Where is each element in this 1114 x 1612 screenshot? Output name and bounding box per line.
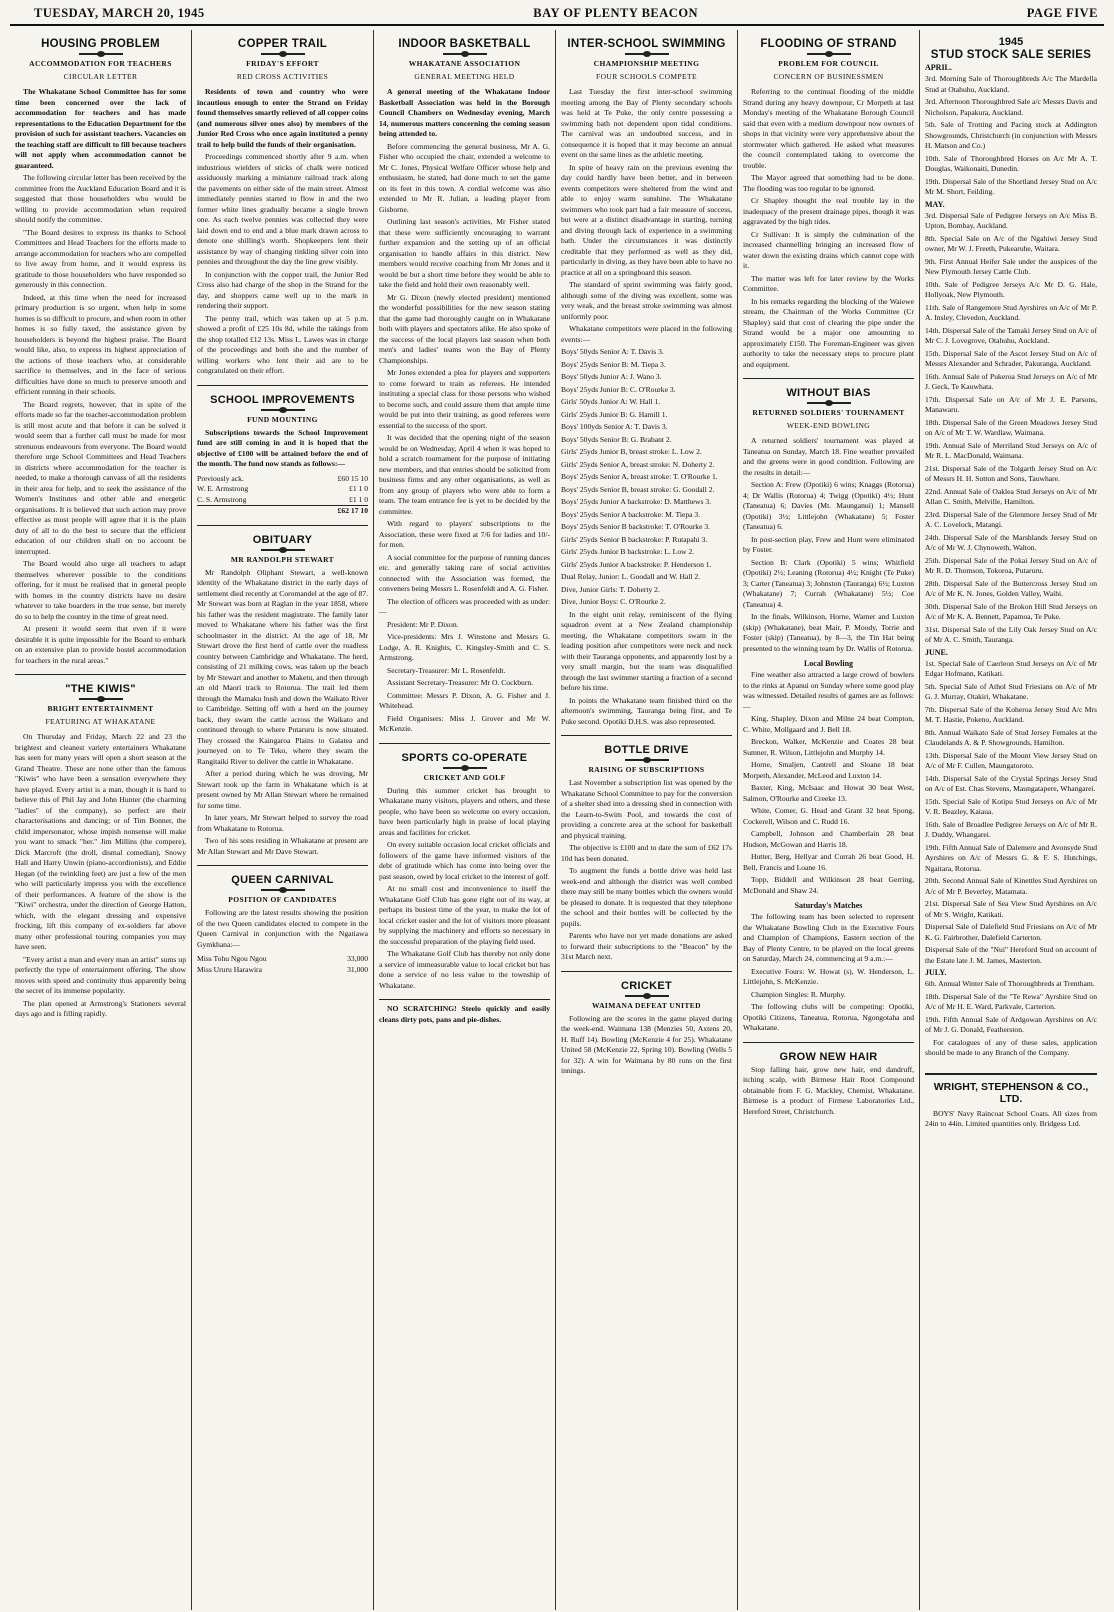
- article-subhead: RETURNED SOLDIERS' TOURNAMENT: [752, 408, 905, 417]
- list-item: 21st. Dispersal Sale of Sea View Stud Ayrshires on A/c of Mr S. Wright, Katikati.: [925, 899, 1097, 919]
- ornament-rule: [261, 409, 305, 411]
- article-lede: The Whakatane School Committee has for some time been concerned over the lack of accommodation for teachers and has made representations to the Education Department for the provision of such for assistant teachers. Vacancies on the teaching staff are difficult to fill because teachers will not apply when accommodation cannot be guaranteed.: [15, 87, 186, 170]
- advertiser-name: WRIGHT, STEPHENSON & CO., LTD.: [933, 1080, 1089, 1105]
- list-item: 17th. Dispersal Sale on A/c of Mr J. E. Parsons, Manawaru.: [925, 394, 1097, 414]
- paragraph: Whakatane competitors were placed in the following events:—: [561, 324, 732, 344]
- queen-table: [197, 954, 368, 975]
- article-subhead: CHAMPIONSHIP MEETING: [593, 59, 700, 68]
- article-subhead: MR RANDOLPH STEWART: [230, 554, 335, 564]
- paragraph: "The Board desires to express its thanks to School Committees and Head Teachers for the efforts made to arrange accommodation for teachers who are compelled to live away from home, and it would express its gratitude to those householders who have responded so generously in this connection.: [15, 227, 186, 289]
- list-item: 9th. First Annual Heifer Sale under the auspices of the New Plymouth Jersey Cattle Club.: [925, 256, 1097, 276]
- list-item: 28th. Dispersal Sale of the Buttercross Jersey Stud on A/c of Mr K. N. Jones, Golden Valley, Waihi.: [925, 578, 1097, 598]
- month-heading: MAY.: [925, 199, 945, 209]
- article-headline: INDOOR BASKETBALL: [398, 38, 531, 50]
- paragraph: Assistant Secretary-Treasurer: Mr O. Cockburn.: [387, 678, 534, 687]
- queen-row: [197, 965, 368, 976]
- paragraph: Vice-presidents: Mrs J. Winstone and Messrs G. Lodge, A. R. Knights, C. Kingsley-Smith and C. S. Armstrong.: [379, 632, 550, 662]
- section-subheading: Saturday's Matches: [794, 901, 863, 910]
- paragraph: Indeed, at this time when the need for increased primary production is so urgent, when help in some homes is so difficult to procure, and when room in other homes is so fully taxed, the assistance given by householders is beyond the highest praise. The Board would like, also, to express its highest appreciation of the actions of those teachers who, at considerable sacrifice to themselves, and in the face of serious difficulties have done so much to preserve smooth and efficient running in their schools.: [15, 292, 186, 396]
- fund-donor: W. E. Armstrong: [197, 484, 249, 493]
- list-item: 8th. Annual Waikato Sale of Stud Jersey Females at the Claudelands A. & P. Showgrounds, Hamilton.: [925, 727, 1097, 747]
- list-item: Boys' 25yds Senior B, breast stroke: G. Goodall 2.: [561, 484, 715, 494]
- list-item: 11th. Sale of Rangemore Stud Ayrshires on A/c of Mr P. A. Insley, Clevedon, Auckland.: [925, 302, 1097, 322]
- ornament-rule: [625, 53, 669, 55]
- paragraph: The penny trail, which was taken up at 5 p.m. showed a profit of £25 10s 8d, while the takings from the shop totalled £12 13s. Miss L. Lawes was in charge of the proceedings and both she and the number of willing workers who lent their aid are to be congratulated on their effort.: [197, 313, 368, 375]
- masthead-page: PAGE FIVE: [1026, 6, 1098, 20]
- candidate-votes: 33,000: [347, 954, 368, 963]
- article-headline: OBITUARY: [252, 533, 313, 546]
- paragraph: Outlining last season's activities, Mr Fisher stated that these were sufficiently encouraging to warrant further expansion and the setting up of an official organisation to handle affairs in this district. New members would receive coaching from Mr Jones and it would be but a short time before they would be able to take the field and hold their own reasonably well.: [379, 217, 550, 289]
- list-item: 16th. Annual Sale of Pukeroa Stud Jerseys on A/c of Mr J. Geck, Te Kauwhata.: [925, 371, 1097, 391]
- article-subhead: WHAKATANE ASSOCIATION: [408, 59, 521, 68]
- article-headline: GROW NEW HAIR: [779, 1050, 878, 1063]
- section-divider: [197, 525, 368, 526]
- article-lede: Residents of town and country who were incautious enough to enter the Strand on Friday found themselves smartly relieved of all copper coins (and numerous silver ones also) by members of the Junior Red Cross who once again instituted a penny trail to help build the funds of their organisation.: [197, 87, 368, 149]
- ornament-rule: [261, 549, 305, 551]
- ornament-rule: [261, 889, 305, 891]
- fund-total: £62 17 10: [197, 505, 368, 517]
- list-item: Boys' 50yds Senior A: T. Davis 3.: [561, 347, 664, 356]
- paragraph: Baxter, King, McIsaac and Howat 30 beat West, Salmon, O'Rourke and Creeke 13.: [743, 783, 914, 803]
- paragraph: Section A: Frew (Opotiki) 6 wins; Knaggs (Rotorua) 4; Dr Wallis (Rotorua) 4; Twigg (Opotiki) 4½; Hunt (Taneatua) 6; Davies (Mt. Maunganui) 1; Mansell (Opotiki) 3½; Littlejohn (Whakatane) 5; Foster (Taneatua) 6.: [743, 480, 914, 531]
- paragraph: Mr Randolph Oliphant Stewart, a well-known identity of the Whakatane district in the early days of settlement died recently at Coromandel at the age of 87. Mr Stewart was born at Raglan in the year 1858, where his father was the resident magistrate. The family later moved to Whakatane where his father was the first schoolmaster in the district. At the age of 18, Mr Stewart drove the first herd of cattle over the roadless country between Cambridge and Whakatane. The herd, consisting of 21 milking cows, was taken up the beach by Mr Stewart and another to Maketu, and then through an old Maori track to Rotorua. The trail led them through the Mamaku bush and down the Waikato River to Cambridge. Setting off with a herd on the journey back, they swam the cattle across the Waikato and continued through to where Putaruru is now situated. They crossed the Kaingaroa Plains to Galatea and journeyed on to Te Teko, where they swam the Rangitaiki River to deliver the cattle in Whakatane.: [197, 567, 368, 766]
- paragraph: In post-section play, Frew and Hunt were eliminated by Foster.: [743, 534, 914, 554]
- section-divider: [379, 999, 550, 1000]
- paragraph: Breckon, Walker, McKenzie and Coates 28 beat Sumner, R. Wilson, Littlejohn and Murphy 14.: [743, 737, 914, 757]
- list-item: 16th. Sale of Broadlee Pedigree Jerseys on A/c of Mr R. J. Duddy, Whangarei.: [925, 819, 1097, 839]
- list-item: Boys' 25yds Junior A backstroke: D. Matthews 3.: [561, 497, 712, 506]
- paragraph: It was decided that the opening night of the season would be on Wednesday, April 4 when it was hoped to hold a scratch tournament for the purpose of initiating new members, and that entries should be solicited from business firms and any other organisations, as well as from any group of players who were able to form a team. The team entrance fee is yet to be decided by the committee.: [379, 433, 550, 516]
- paragraph: Last November a subscription list was opened by the Whakatane School Committee to pay for the conversion of a shelter shed into a dressing shed in connection with the Learn-to-Swim Pool, and towards the cost of providing a concrete area at the school for basketball and physical training.: [561, 778, 732, 840]
- paragraph: The Whakatane Golf Club has thereby not only done a service of immeasurable value to local cricket but has done a service of no less value to the township of Whakatane.: [379, 949, 550, 990]
- article-subhead: GENERAL MEETING HELD: [414, 72, 515, 81]
- paragraph: A social committee for the purpose of running dances etc. and generally taking care of social activities connected with the Association was formed, the conveners being Messrs L. Rosenfeldt and A. G. Fisher.: [379, 552, 550, 593]
- list-item: 19th. Annual Sale of Merriland Stud Jerseys on A/c of Mr R. L. MacDonald, Waimana.: [925, 440, 1097, 460]
- sale-list-april: [925, 74, 1097, 198]
- paragraph: On every suitable occasion local cricket officials and followers of the game have informed visitors of the debt of gratitude which has come into being over the past season, owed by local cricket to the interest of golf.: [379, 840, 550, 881]
- paragraph: Proceedings commenced shortly after 9 a.m. when industrious wielders of sticks of chalk were noticed assiduously marking a miniature railroad track along the pavements on either side of the main street. Almost immediately pennies started to flow in and the two former white lines gradually became a single brown one. As each twelve pennies was collected they were laid down end to end and a blue mark drawn across to denote one shilling's worth. Shopkeepers lent their assistance by way of changing tinkling silver coin into pennies and throughout the day the line grew visibly.: [197, 152, 368, 266]
- paragraph: Secretary-Treasurer: Mr L. Rosenfeldt.: [387, 665, 506, 675]
- list-item: Girls' 25yds Junior A backstroke: P. Henderson 1.: [561, 559, 712, 569]
- article-lede: A general meeting of the Whakatane Indoor Basketball Association was held in the Borough Council Chambers on Wednesday evening, March 14, numerous matters concerning the coming season being attended to.: [379, 87, 550, 138]
- column-4: [556, 30, 738, 1610]
- paragraph: Last Tuesday the first inter-school swimming meeting among the Bay of Plenty secondary schools was held at Te Puke, the only centre possessing a swimming bath not dependent upon tidal conditions. The carnival was an undoubted success, and in consequence it is hoped that it may become an annual event on the same lines as the athletic meeting.: [561, 87, 732, 159]
- advertisement-box: [925, 1073, 1097, 1105]
- paragraph: Referring to the continual flooding of the middle Strand during any heavy downpour, Cr Morpeth at last Monday's meeting of the Whakatane Borough Council said that even with a medium downpour now owners of shops in that vicinity were very apprehensive about the stormwater which gathered. He asked what measures the council contemplated taking to overcome the trouble.: [743, 87, 914, 170]
- article-headline: INTER-SCHOOL SWIMMING: [567, 38, 726, 50]
- paragraph: For catalogues of any of these sales, application should be made to any Branch of the Company.: [925, 1037, 1097, 1057]
- fund-donor: C. S. Armstrong: [197, 494, 247, 504]
- paragraph: In points the Whakatane team finished third on the afternoon's swimming, Tauranga being first, and Te Puke second. Opotiki D.H.S. was also represented.: [561, 695, 732, 726]
- column-6: [920, 30, 1102, 1610]
- article-subhead: CONCERN OF BUSINESSMEN: [773, 72, 884, 81]
- paragraph: Cr Shapley thought the real trouble lay in the inadequacy of the present drainage pipes, though it was aggravated by the high tides.: [743, 196, 914, 226]
- list-item: 13th. Dispersal Sale of the Mount View Jersey Stud on A/c of Mr F. Cullen, Maungatoroto.: [925, 750, 1097, 770]
- article-subhead: FEATURING AT WHAKATANE: [45, 717, 156, 726]
- paragraph: Mr Jones extended a plea for players and supporters to come forward to train as referees. He intended instituting a special class for those persons who wished to become such, and could assure them that ample time would be put into their training, as good referees were essential to the success of the sport.: [379, 368, 550, 430]
- column-1: [10, 30, 192, 1610]
- section-subheading: Local Bowling: [803, 659, 854, 668]
- paragraph: King, Shapley, Dixon and Milne 24 beat Compton, C. White, Mollgaard and J. Bell 18.: [743, 714, 914, 734]
- paragraph: The Board would also urge all teachers to adapt themselves wherever possible to the conditions offering, for it must be realised that in general people with homes in the country districts have no desire whatever to take boarders in the true sense, but merely do so to help the country in the time of great need.: [15, 559, 186, 621]
- sale-list-june: [925, 659, 1097, 967]
- fund-donor: Previously ack.: [197, 473, 244, 483]
- list-item: 18th. Dispersal Sale of the Green Meadows Jersey Stud on A/c of Mr T. W. Wardlaw, Waimana.: [925, 417, 1097, 437]
- month-heading: JULY.: [925, 968, 947, 977]
- list-item: 23rd. Dispersal Sale of the Glenmore Jersey Stud of Mr A. C. Lovelock, Matangi.: [925, 509, 1097, 529]
- paragraph: In his remarks regarding the blocking of the Waiewe stream, the Chairman of the Works Committee (Cr Shapley) said that cost of clearing the pipe under the Strand would be a major one amounting to approximately £150. The Foreman-Engineer was given authority to take the necessary steps to procure plant and equipment.: [743, 296, 914, 369]
- ornament-rule: [79, 53, 123, 55]
- paragraph: Stop falling hair, grow new hair, end dandruff, itching scalp, with Birmese Hair Root Compound obtainable from F. G. Mackley, Chemist, Whakatane. Birmese is a product of Firmese Laboratories Ltd., Hereford Street, Christchurch.: [743, 1064, 914, 1116]
- candidate-name: Miss Ururu Harawira: [197, 964, 262, 974]
- masthead-date: TUESDAY, MARCH 20, 1945: [34, 6, 205, 20]
- list-item: 14th. Dispersal Sale of the Tamaki Jersey Stud on A/c of Mr C. J. Lovegrove, Otahuhu, Auckland.: [925, 325, 1097, 345]
- fund-amount: £1 1 0: [349, 484, 368, 493]
- paragraph: "Every artist a man and every man an artist" sums up perfectly the type of entertainment offering. The show moves with speed and continuity thus apparently being the secret of its immense popularity.: [15, 954, 186, 995]
- article-headline: COPPER TRAIL: [237, 38, 328, 50]
- list-item: 5th. Special Sale of Athol Stud Friesians on A/c of Mr G. J. Murray, Otakiri, Whakatane.: [925, 681, 1097, 701]
- paragraph: With regard to players' subscriptions to the Association, these were fixed at 7/6 for ladies and 10/- for men.: [379, 519, 550, 549]
- paragraph: Two of his sons residing in Whakatane at present are Mr Allan Stewart and Mr Dave Stewart.: [197, 836, 368, 856]
- article-subhead: WAIMANA DEFEAT UNITED: [592, 1000, 701, 1010]
- section-divider: [379, 743, 550, 744]
- paragraph: Field Organisers: Miss J. Grover and Mr W. McKenzie.: [379, 713, 550, 733]
- list-item: 31st. Dispersal Sale of the Lily Oak Jersey Stud on A/c of Mr A. C. Smith, Tauranga.: [925, 624, 1097, 644]
- article-headline: BOTTLE DRIVE: [604, 744, 689, 756]
- article-subhead: ACCOMMODATION FOR TEACHERS: [29, 59, 172, 68]
- list-item: 15th. Special Sale of Kotipu Stud Jerseys on A/c of Mr V. R. Beazley, Kaiaua.: [925, 796, 1097, 816]
- list-item: 19th. Fifth Annual Sale of Dalemere and Avonsyde Stud Ayrshires on A/c of Messrs G. & F. S. Hutchings, Ngaitara, Rotorua.: [925, 842, 1097, 873]
- list-item: Dual Relay, Junior: L. Goodall and W. Hall 2.: [561, 572, 701, 581]
- list-item: 3rd. Afternoon Thoroughbred Sale a/c Messrs Davis and Nicholson, Papakura, Auckland.: [925, 97, 1097, 117]
- paragraph: In conjunction with the copper trail, the Junior Red Cross also had charge of the shop in the Strand for the day, and shoppers came well up to the mark in rendering their support.: [197, 269, 368, 310]
- article-subhead: RED CROSS ACTIVITIES: [236, 72, 329, 81]
- list-item: 19th. Fifth Annual Sale of Ardgowan Ayrshires on A/c of Mr J. G. Donald, Featherston.: [925, 1014, 1097, 1034]
- fund-amount: £1 1 0: [349, 494, 368, 504]
- list-item: 24th. Dispersal Sale of the Marshlands Jersey Stud on A/c of Mr W. J. Chynoweth, Walton.: [925, 532, 1097, 552]
- article-headline: WITHOUT BIAS: [786, 387, 871, 399]
- paragraph: On Thursday and Friday, March 22 and 23 the brightest and cleanest variety entertainers Whakatane has seen for many years will open a short season at the Grand Theatre. These are none other than the famous "Kiwis" who have been a sensation everywhere they have played. Every artist is a man, though it is hard to believe this of Phil Jay and John Hunter (the charming "ladies" of the company), so perfect are their characterisations and dancing; or of Tim Bonner, the child impersonator, whose impish nonsense will make you want to smack "her." Jim Millins (the compere), Dick Marcroft (the droll, dismal comedian), Snowy Hall and Harry Unwin (piano-accordionists), and Eddie Hegan (of the twinkling feet) are just a few of the men who will particularly impress you with the excellence of their performances. A feature of the show is the "Kiwi" orchestra, under the direction of George Hatton, which, with the elegant dressing and expensive frocking, lift this company of ex-soldiers far above many other professional touring companies you may have seen.: [15, 732, 186, 951]
- list-item: 15th. Dispersal Sale of the Ascot Jersey Stud on A/c of Messrs Alexander and Schrader, Pakuranga, Auckland.: [925, 348, 1097, 368]
- list-item: Boys' 100yds Senior A: T. Davis 3.: [561, 422, 668, 431]
- section-divider: [743, 378, 914, 379]
- paragraph: To augment the funds a bottle drive was held last week-end and although the district was well combed there may still be many bottles which the owners would be pleased to donate. It is requested that they telephone the school and their bottles will be collected by the pupils.: [561, 866, 732, 928]
- list-item: 10th. Sale of Thoroughbred Horses on A/c Mr A. T. Douglas, Waikonaiti, Dunedin.: [925, 153, 1097, 173]
- section-divider: [743, 1042, 914, 1043]
- queen-row: [197, 954, 368, 965]
- article-subhead: BRIGHT ENTERTAINMENT: [47, 704, 154, 713]
- paragraph: Committee: Messrs P. Dixon, A. G. Fisher and J. Whitehead.: [379, 690, 550, 710]
- list-item: Girls' 25yds Senior B backstroke: P. Rutapahi 3.: [561, 534, 708, 544]
- paragraph: The following clubs will be competing: Opotiki, Opotiki Citizens, Taneatua, Rotorua, Ngongotaha and Whakatane.: [743, 1002, 914, 1032]
- section-divider: [15, 674, 186, 675]
- list-item: Boys' 25yds Senior A backstroke: M. Tiepa 3.: [561, 509, 701, 519]
- ornament-rule: [625, 759, 669, 761]
- paragraph: Following are the latest results showing the position of the two Queen candidates elected to compete in the Queen Carnival in conjunction with the Ngatiawa Gymkhana:—: [197, 908, 368, 949]
- fund-table: [197, 474, 368, 517]
- fund-row: [197, 495, 368, 506]
- paragraph: The objective is £100 and to date the sum of £62 17s 10d has been donated.: [561, 843, 732, 863]
- paragraph: Following are the scores in the game played during the week-end. Waimana 138 (Menzies 50, Axtens 20, H. Ruff 14). Bowling (McKenzie 4 for 25). Whakatane United 58 (McKenzie 22, Spring 10). Bowling (Wells 5 for 32). A win for Waimana by 80 runs on the first innings.: [561, 1013, 732, 1075]
- article-subhead: POSITION OF CANDIDATES: [228, 895, 337, 904]
- section-divider: [561, 735, 732, 736]
- paragraph: The plan opened at Armstrong's Stationers several days ago and is filling rapidly.: [15, 998, 186, 1018]
- article-subhead: WEEK-END BOWLING: [786, 421, 871, 430]
- paragraph: Fine weather also attracted a large crowd of bowlers to the rinks at Apanui on Sunday where some good play was witnessed. Detailed results of games are as follows:—: [743, 670, 914, 711]
- paragraph: Campbell, Johnson and Chamberlain 28 beat Hudson, McGowan and Harris 18.: [743, 829, 914, 849]
- ornament-rule: [625, 995, 669, 997]
- article-subhead: PROBLEM FOR COUNCIL: [778, 59, 879, 68]
- paragraph: A returned soldiers' tournament was played at Taneatua on Sunday, March 18. Fine weather prevailed and the greens were in good condition. Following are the results in detail:—: [743, 436, 914, 477]
- list-item: Girls' 25yds Junior B: G. Hamill 1.: [561, 409, 668, 419]
- ornament-rule: [443, 767, 487, 769]
- column-2: [192, 30, 374, 1610]
- swim-results: [561, 347, 732, 608]
- paragraph: At present it would seem that even if it were desirable it is quite impossible for the Board to embark on an extensive plan to provide hostel accommodation for teachers in the rural areas.": [15, 624, 186, 665]
- article-subhead: FOUR SCHOOLS COMPETE: [596, 72, 697, 81]
- column-3: [374, 30, 556, 1610]
- list-item: 19th. Dispersal Sale of the Shortland Jersey Stud on A/c Mr M. Short, Feilding.: [925, 176, 1097, 196]
- article-headline: FLOODING OF STRAND: [760, 38, 897, 50]
- list-item: 1st. Special Sale of Caerleon Stud Jerseys on A/c of Mr Edgar Hofmann, Katikati.: [925, 658, 1097, 678]
- list-item: Girls' 25yds Senior A, breast stroke: N. Doherty 2.: [561, 459, 715, 469]
- paragraph: Champion Singles: R. Murphy.: [751, 989, 846, 999]
- list-item: Boys' 25yds Junior B: C. O'Rourke 3.: [561, 384, 676, 394]
- fund-row: [197, 484, 368, 495]
- paragraph: The following circular letter has been received by the committee from the Auckland Education Board and it is suggested that those householders who would be willing to provide accommodation when required should notify the committee.: [15, 173, 186, 224]
- paragraph: Hutter, Berg, Hellyar and Currah 26 beat Good, H. Bell, Francis and Loane 16.: [743, 852, 914, 872]
- article-headline: STUD STOCK SALE SERIES: [930, 49, 1092, 61]
- list-item: 14th. Dispersal Sale of the Crystal Springs Jersey Stud on A/c of Est. Chas Stevens, Maungatapere, Whangarei.: [925, 773, 1097, 793]
- sale-list-july: [925, 979, 1097, 1036]
- list-item: 20th. Second Annual Sale of Kinettles Stud Ayrshires on A/c of Mr P. Beverley, Matamata.: [925, 876, 1097, 896]
- paragraph: Cr Sullivan: It is simply the culmination of the increased channelling bringing an increased flow of water down the existing drains which cannot cope with it.: [743, 229, 914, 270]
- candidate-votes: 31,000: [347, 964, 368, 974]
- sale-series-year: 1945: [998, 36, 1024, 48]
- list-item: 3rd. Dispersal Sale of Pedigree Jerseys on A/c Miss B. Upton, Bombay, Auckland.: [925, 210, 1097, 230]
- article-subhead: RAISING OF SUBSCRIPTIONS: [588, 765, 705, 774]
- ornament-rule: [807, 402, 851, 404]
- masthead-title: BAY OF PLENTY BEACON: [533, 6, 699, 20]
- paragraph: Before commencing the general business, Mr A. G. Fisher who occupied the chair, extended a welcome to Mr C. Jones, Physical Welfare Officer whose help and enthusiasm, he stated, had done much to set the game on its feet in this town. A cordial welcome was also extended to Mr R. Julian, a leading player from Gisborne.: [379, 141, 550, 214]
- paragraph: Topp, Biddell and Wilkinson 28 beat Gerring, McDonald and Shaw 24.: [743, 875, 914, 895]
- list-item: 7th. Dispersal Sale of the Koheroa Jersey Stud A/c Mrs M. T. Hastie, Pokeno, Auckland.: [925, 704, 1097, 724]
- article-subhead: CRICKET AND GOLF: [423, 772, 506, 782]
- ornament-rule: [261, 53, 305, 55]
- list-item: 5th. Sale of Trotting and Pacing stock at Addington Showgrounds, Christchurch (in conjunction with Messrs H. Matson and Co.): [925, 120, 1097, 150]
- list-item: Girls' 50yds Junior A: W. Hall 1.: [561, 397, 661, 406]
- paragraph: The following team has been selected to represent the Whakatane Bowling Club in the Executive Fours and Champion of Champions, Eastern section of the Bay of Plenty Centre, to be played on the local greens on Saturday, March 24, commencing at 9 a.m.:—: [743, 912, 914, 963]
- article-headline: CRICKET: [621, 979, 672, 992]
- paragraph: Parents who have not yet made donations are asked to forward their subscriptions to the "Beacon" by the 31st March next.: [561, 931, 732, 961]
- sale-list-may: [925, 211, 1097, 646]
- paragraph: In spite of heavy rain on the previous evening the day could hardly have been better, and in between events competitors were sheltered from the wind and able to enjoy warm sunshine. The Whakatane swimmers who took part had a fair measure of success, but were at a distinct disadvantage in starting, turning and diving through lack of experience in a swimming bath. Under the circumstances it was distinctly creditable that they performed as well as they did, particularly in diving, as they have been able to have no practice at all on a springboard this season.: [561, 162, 732, 277]
- section-divider: [197, 385, 368, 386]
- paragraph: The Board regrets, however, that in spite of the efforts made so far the teacher-accommodation problem is still most acute and that before it can be solved it would seem that a further call must be made for most strenuous endeavours from everyone. The Board would therefore urge School Committees and Head Teachers in districts where accommodation for the teacher is needed, to make a thorough canvass of all the residents in their area for help, and to seek the assistance of the Women's Institutes and other able and energetic organisations. It is believed that such action may prove effective as most people will agree that it is the plain duty of all to do the best to secure that the efficient education of our children shall on no account be interrupted.: [15, 399, 186, 556]
- section-divider: [561, 971, 732, 972]
- list-item: 8th. Special Sale on A/c of the Ngahiwi Jersey Stud owner, Mr W. J. Freeth, Pukearuhe, Waitara.: [925, 233, 1097, 253]
- list-item: Dive, Junior Boys: C. O'Rourke 2.: [561, 597, 666, 606]
- list-item: Girls' 25yds Junior B backstroke: L. Low 2.: [561, 547, 695, 556]
- paragraph: At no small cost and inconvenience to itself the Whakatane Golf Club has gone right out of its way, at perhaps its busiest time of the year, to make the lot of local cricket easier and the lot of visitors more pleasant by supplying the machinery and efforts so necessary in the successful preparation of the playing field used.: [379, 884, 550, 946]
- ornament-rule: [443, 53, 487, 55]
- list-item: Boys' 25yds Senior B: M. Tiepa 3.: [561, 359, 666, 369]
- columns: [10, 30, 1104, 1610]
- article-headline: QUEEN CARNIVAL: [231, 874, 334, 886]
- article-subhead: FUND MOUNTING: [247, 414, 318, 424]
- ornament-rule: [807, 53, 851, 55]
- article-subhead: FRIDAY'S EFFORT: [246, 59, 319, 68]
- paragraph: In the eight unit relay, reminiscent of the flying squadron event at a New Zealand championship meeting, the Whakatane competitors swam in the leading position after competitors were neck and neck with their Tauranga opponents, and apparently lost by a very small margin, but the team was disqualified through the last swimmer starting a fraction of a second before his time.: [561, 609, 732, 692]
- paragraph: After a period during which he was droving, Mr Stewart took up the farm in Whakatane which is at present owned by Mr Allan Stewart where he remained for some time.: [197, 769, 368, 810]
- column-5: [738, 30, 920, 1610]
- article-headline: "THE KIWIS": [65, 683, 136, 695]
- article-headline: HOUSING PROBLEM: [41, 38, 160, 50]
- paragraph: The election of officers was proceeded with as under:—: [379, 596, 550, 616]
- list-item: Dive, Junior Girls: T. Doherty 2.: [561, 584, 660, 594]
- ornament-rule: [79, 698, 123, 700]
- list-item: Dispersal Sale of Dalefield Stud Friesians on A/c of Mr K. G. Fairbrother, Dalefield Carterton.: [925, 922, 1097, 942]
- paragraph: The standard of sprint swimming was fairly good, although some of the diving was excellent, some was very weak, and the breast stroke swimming was almost uniformly poor.: [561, 280, 732, 321]
- paragraph: President: Mr P. Dixon.: [387, 619, 459, 629]
- paragraph: Mr G. Dixon (newly elected president) mentioned the wonderful possibilities for the new season stating that the game had thoroughly caught on in Whakatane both with players and spectators alike. He also spoke of the success of the local players last season when both men's and ladies' teams won the Bay of Plenty Championships.: [379, 292, 550, 365]
- paragraph: The matter was left for later review by the Works Committee.: [743, 273, 914, 293]
- paragraph: Executive Fours: W. Howat (s), W. Henderson, L. Littlejohn, S. McKenzie.: [743, 966, 914, 986]
- month-heading: JUNE.: [925, 647, 948, 657]
- paragraph: During this summer cricket has brought to Whakatane many visitors, players and others, and these people, who have been so welcome on every occasion, have been particularly high in praise of local playing areas and facilities for cricket.: [379, 785, 550, 837]
- list-item: Girls' 25yds Junior B, breast stroke: L. Low 2.: [561, 447, 702, 456]
- list-item: 3rd. Morning Sale of Thoroughbreds A/c The Mardella Stud at Otahuhu, Auckland.: [925, 74, 1097, 94]
- list-item: 18th. Dispersal Sale of the "Te Rewa" Ayrshire Stud on A/c of Mr H. E. Ward, Parkvale, Carterton.: [925, 991, 1097, 1011]
- paragraph: The Mayor agreed that something had to be done. The flooding was too regular to be ignored.: [743, 173, 914, 193]
- paragraph: Section B: Clark (Opotiki) 5 wins; Whitfield (Opotiki) 2½; Leaning (Rotorua) 4½; Knight (Te Puke) 3; Carter (Taneatua) 3; Johnston (Tauranga) 6½; Luxton (Whakatane) 7; Currah (Whakatane) 5½; Coe (Taneatua) 4.: [743, 557, 914, 609]
- paragraph: In later years, Mr Stewart helped to survey the road from Whakatane to Rotorua.: [197, 813, 368, 833]
- article-headline: SPORTS CO-OPERATE: [401, 751, 528, 764]
- list-item: 6th. Annual Winter Sale of Thoroughbreds at Trentham.: [925, 979, 1095, 988]
- list-item: Boys' 50yds Senior B: G. Brabant 2.: [561, 434, 672, 444]
- fund-amount: £60 15 10: [337, 473, 368, 483]
- list-item: 30th. Dispersal Sale of the Brokon Hill Stud Jerseys on A/c of Mr K. A. Bennett, Papamoa, Te Puke.: [925, 601, 1097, 621]
- article-lede: Subscriptions towards the School Improvement fund are still coming in and it is hoped that the objective of £100 will be attained before the end of the month. The fund now stands as follows:—: [197, 427, 368, 468]
- advertisement: BOYS' Navy Raincoat School Coats. All sizes from 24in to 44in. Limited quantities only. Bridgess Ltd.: [925, 1108, 1097, 1128]
- article-subhead: CIRCULAR LETTER: [63, 72, 138, 81]
- fund-row: [197, 474, 368, 485]
- candidate-name: Miss Tohu Ngou Ngou: [197, 954, 267, 963]
- paragraph: Horne, Smaljen, Cantrell and Sloane 18 beat Morpeth, Alexander, McLeod and Luxton 14.: [743, 760, 914, 780]
- paragraph: White, Comer, G. Head and Grant 32 beat Spong, Cockerell, Wilson and C. Rudd 16.: [743, 806, 914, 826]
- list-item: Dispersal Sale of the "Nui" Hereford Stud on account of the Estate late J. M. James, Masterton.: [925, 945, 1097, 965]
- paragraph: In the finals, Wilkinson, Horne, Warner and Luxton (skip) (Whakatane), beat Mair, P. Moody, Torrie and Foster (skip) (Taneatua), by 8—3, the Tin Hat being presented to the winning team by Dr. Wallis of Rotorua.: [743, 612, 914, 653]
- list-item: Boys' 50yds Junior A: J. Wano 3.: [561, 372, 662, 381]
- list-item: 10th. Sale of Pedigree Jerseys A/c Mr D. G. Hale, Hollyoak, New Plymouth.: [925, 279, 1097, 299]
- month-heading: APRIL.: [925, 63, 952, 72]
- list-item: Boys' 25yds Senior A, breast stroke: T. O'Rourke 1.: [561, 472, 718, 481]
- list-item: 22nd. Annual Sale of Oaklea Stud Jerseys on A/c of Mr Allan C. Smith, Melville, Hamilton.: [925, 486, 1097, 506]
- masthead: [10, 6, 1104, 26]
- section-divider: [197, 865, 368, 866]
- article-headline: SCHOOL IMPROVEMENTS: [210, 393, 355, 406]
- list-item: 21st. Dispersal Sale of the Tolgarth Jersey Stud on A/c of Messrs H. H. Sutton and Sons, Tauwhare.: [925, 463, 1097, 483]
- list-item: Boys' 25yds Senior B backstroke: T. O'Rourke 3.: [561, 522, 711, 531]
- list-item: 25th. Dispersal Sale of the Pokai Jersey Stud on A/c of Mr R. D. Thomson, Tokoroa, Putaruru.: [925, 555, 1097, 575]
- advertisement: NO SCRATCHING! Steelo quickly and easily cleans dirty pots, pans and pie-dishes.: [379, 1004, 550, 1024]
